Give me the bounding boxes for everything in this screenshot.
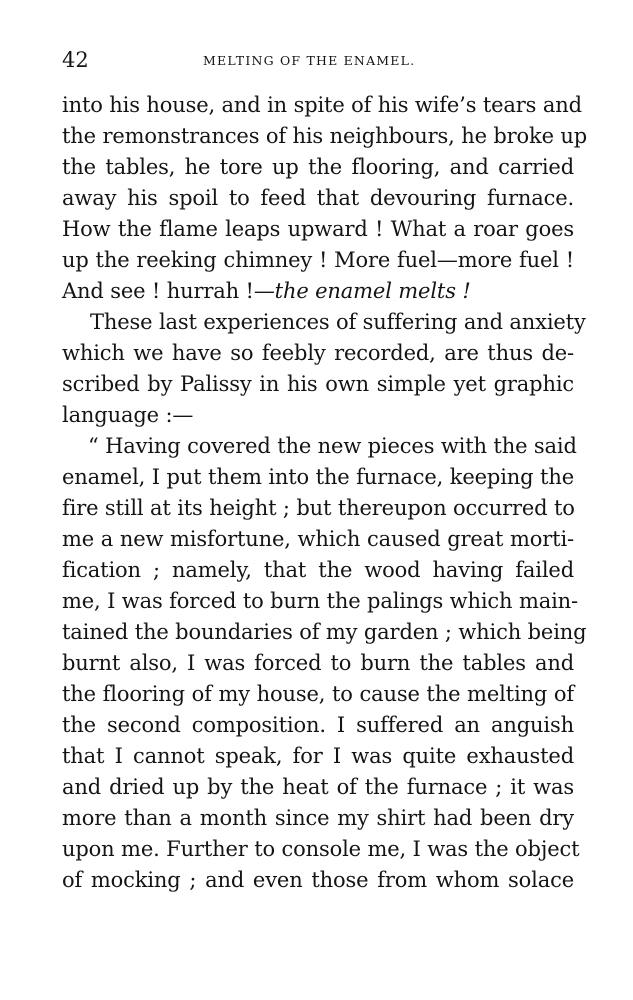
paragraph-first-line: These last experiences of suffering and anxiety bbox=[90, 310, 586, 334]
text-line: fire still at its height ; but thereupon occurred to bbox=[62, 496, 575, 520]
text-line: How the flame leaps upward ! What a roar goes bbox=[62, 217, 574, 241]
text-line: away his spoil to feed that devouring furnace. bbox=[62, 186, 574, 210]
text-line: the flooring of my house, to cause the melting of bbox=[62, 682, 574, 706]
text-line-with-italic bbox=[62, 276, 574, 307]
text-line: me, I was forced to burn the palings which main- bbox=[62, 589, 578, 613]
text-line: which we have so feebly recorded, are thus de- bbox=[62, 341, 574, 365]
text-line: enamel, I put them into the furnace, keeping the bbox=[62, 465, 574, 489]
body-text bbox=[62, 90, 588, 896]
text-line: language :— bbox=[62, 403, 194, 427]
text-line: the remonstrances of his neighbours, he broke up bbox=[62, 124, 588, 148]
text-line: tained the boundaries of my garden ; which being bbox=[62, 620, 587, 644]
text-line: that I cannot speak, for I was quite exhausted bbox=[62, 744, 574, 768]
text-line: the second composition. I suffered an anguish bbox=[62, 713, 574, 737]
text-line: into his house, and in spite of his wife’s tears and bbox=[62, 93, 582, 117]
text-line: more than a month since my shirt had been dry bbox=[62, 806, 574, 830]
text-line: the tables, he tore up the flooring, and carried bbox=[62, 155, 574, 179]
page-number: 42 bbox=[62, 48, 89, 72]
quote-first-line: “ Having covered the new pieces with the said bbox=[88, 434, 577, 458]
text-line-start: And see ! hurrah !— bbox=[62, 279, 275, 303]
text-line: fication ; namely, that the wood having failed bbox=[62, 558, 574, 582]
text-line: me a new misfortune, which caused great morti- bbox=[62, 527, 574, 551]
italic-phrase: the enamel melts ! bbox=[274, 279, 471, 303]
text-line: scribed by Palissy in his own simple yet graphic bbox=[62, 372, 574, 396]
text-line: and dried up by the heat of the furnace ; it was bbox=[62, 775, 574, 799]
text-line: up the reeking chimney ! More fuel—more fuel ! bbox=[62, 248, 574, 272]
text-line: of mocking ; and even those from whom solace bbox=[62, 868, 574, 892]
running-head bbox=[62, 48, 574, 72]
text-line: burnt also, I was forced to burn the tables and bbox=[62, 651, 574, 675]
running-title: MELTING OF THE ENAMEL. bbox=[203, 53, 416, 68]
text-line: upon me. Further to console me, I was the object bbox=[62, 837, 580, 861]
